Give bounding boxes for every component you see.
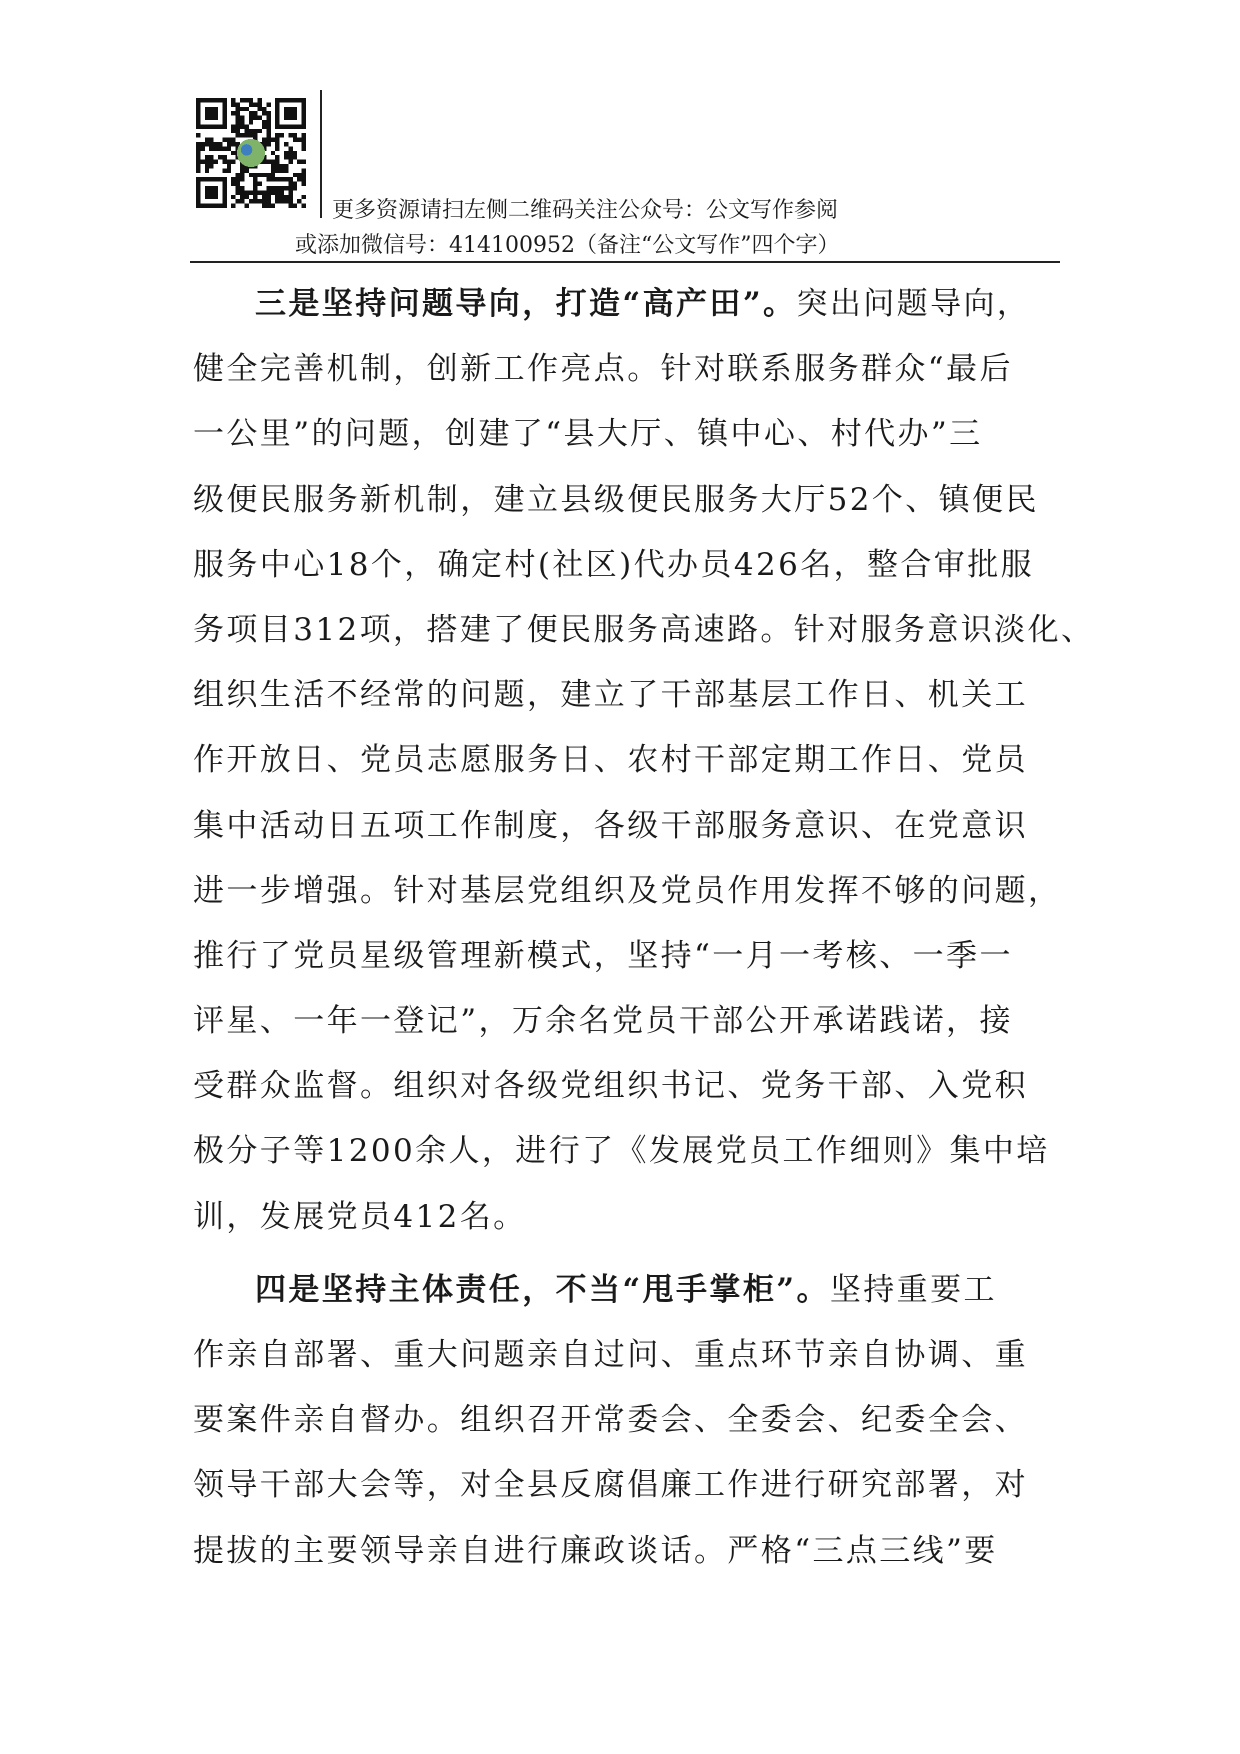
paragraph-line: 训，发展党员412名。 — [193, 1198, 527, 1235]
paragraph-3 — [193, 272, 1095, 1250]
paragraph-text: 突出问题导向， — [796, 286, 1031, 322]
header-divider — [320, 90, 322, 218]
qr-code-icon — [196, 98, 306, 208]
paragraph-line: 评星、一年一登记”，万余名党员干部公开承诺践诺，接 — [193, 1003, 1013, 1040]
paragraph-line: 一公里”的问题，创建了“县大厅、镇中心、村代办”三 — [193, 416, 983, 453]
paragraph-line: 提拔的主要领导亲自进行廉政谈话。严格“三点三线”要 — [193, 1532, 998, 1569]
paragraph-line: 组织生活不经常的问题，建立了干部基层工作日、机关工 — [193, 677, 1028, 714]
header-note-line2: 或添加微信号：414100952（备注“公文写作”四个字） — [295, 233, 840, 258]
paragraph-line: 集中活动日五项工作制度，各级干部服务意识、在党意识 — [193, 807, 1028, 844]
paragraph-line: 进一步增强。针对基层党组织及党员作用发挥不够的问题， — [193, 872, 1062, 909]
paragraph-line: 要案件亲自督办。组织召开常委会、全委会、纪委全会、 — [193, 1402, 1028, 1439]
paragraph-4 — [193, 1258, 1048, 1584]
paragraph-heading: 四是坚持主体责任，不当“甩手掌柜”。 — [255, 1271, 830, 1308]
header-rule — [190, 261, 1060, 263]
paragraph-line: 极分子等1200余人，进行了《发展党员工作细则》集中培 — [193, 1133, 1050, 1170]
paragraph-first-line — [193, 1258, 1048, 1323]
paragraph-line: 受群众监督。组织对各级党组织书记、党务干部、入党积 — [193, 1068, 1028, 1105]
paragraph-line: 领导干部大会等，对全县反腐倡廉工作进行研究部署，对 — [193, 1467, 1028, 1504]
paragraph-first-line — [193, 272, 1048, 337]
paragraph-heading: 三是坚持问题导向，打造“高产田”。 — [255, 286, 797, 322]
paragraph-line: 健全完善机制，创新工作亮点。针对联系服务群众“最后 — [193, 351, 1013, 388]
paragraph-line: 务项目312项，搭建了便民服务高速路。针对服务意识淡化、 — [193, 611, 1095, 648]
paragraph-text: 坚持重要工 — [829, 1271, 997, 1308]
header-note-line1: 更多资源请扫左侧二维码关注公众号：公文写作参阅 — [332, 198, 839, 223]
paragraph-line: 级便民服务新机制，建立县级便民服务大厅52个、镇便民 — [193, 481, 1039, 518]
paragraph-line: 推行了党员星级管理新模式，坚持“一月一考核、一季一 — [193, 937, 1013, 974]
paragraph-line: 服务中心18个，确定村(社区)代办员426名，整合审批服 — [193, 546, 1035, 583]
paragraph-line: 作亲自部署、重大问题亲自过问、重点环节亲自协调、重 — [193, 1337, 1028, 1373]
document-header — [190, 90, 1060, 265]
paragraph-line: 作开放日、党员志愿服务日、农村干部定期工作日、党员 — [193, 742, 1028, 779]
document-body — [193, 272, 1095, 1584]
